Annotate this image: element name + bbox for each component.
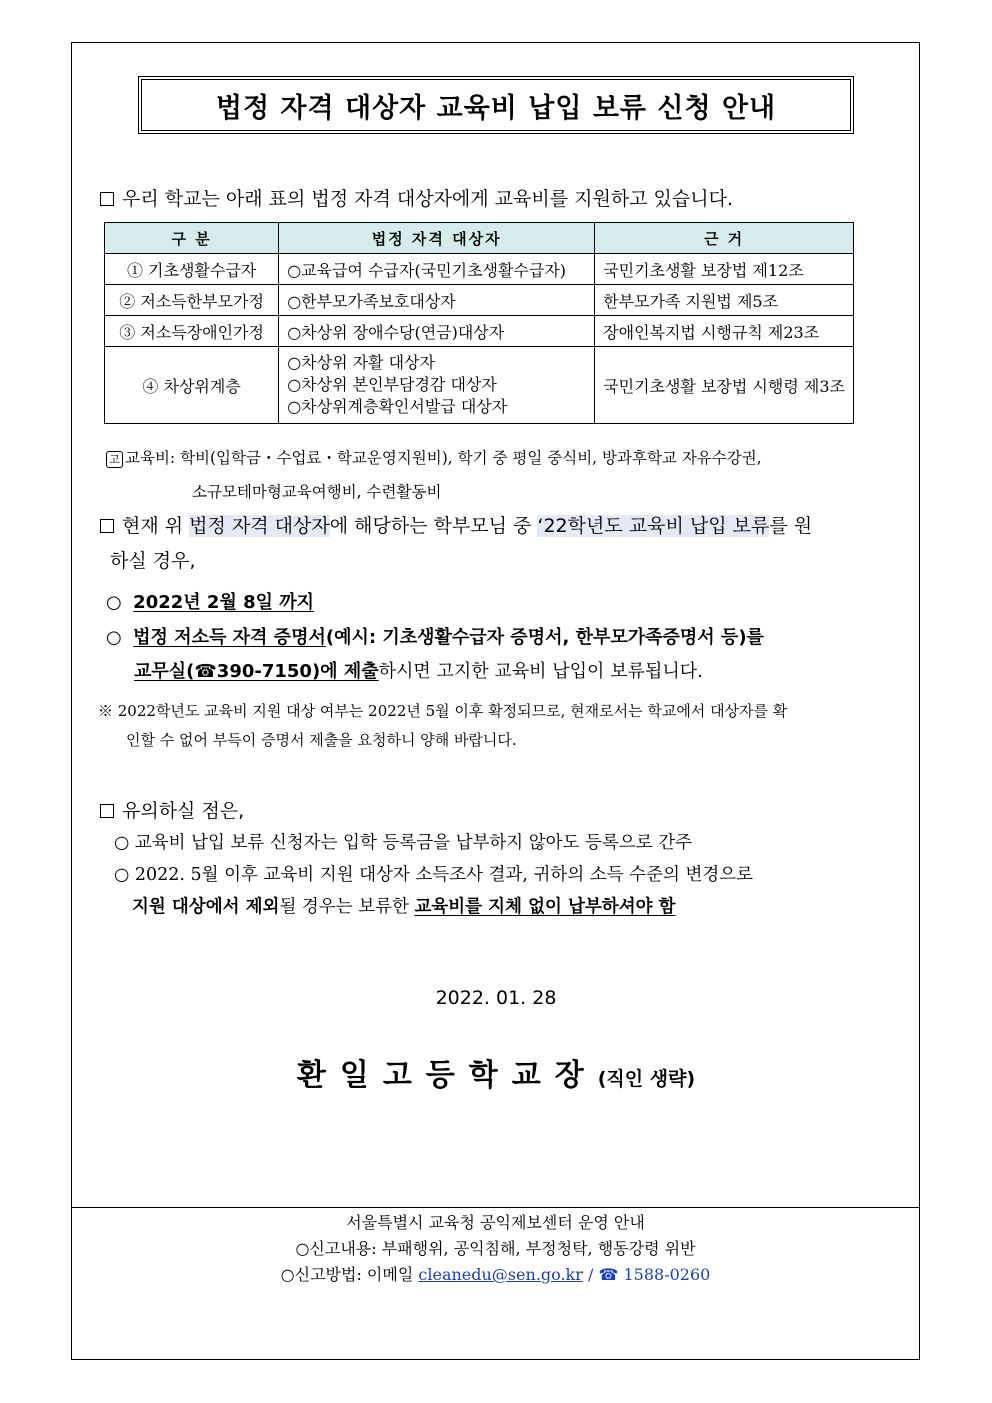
separator: /: [582, 1265, 599, 1284]
table-row: [105, 316, 854, 347]
bullet-submit: [134, 657, 703, 683]
row-basis: 국민기초생활 보장법 제12조: [595, 254, 854, 285]
row-category: ④ 차상위계층: [105, 347, 279, 424]
header-targets: 법정 자격 대상자: [279, 223, 595, 254]
section3-heading: [100, 796, 244, 823]
eligibility-table: [104, 222, 854, 424]
phone-number: ☎ 1588-0260: [598, 1265, 711, 1284]
row-target: ○차상위계층확인서발급 대상자: [287, 397, 508, 416]
section2-text-c: 에 해당하는 학부모님 중: [329, 515, 538, 537]
bullet-mark: ○: [106, 627, 122, 648]
document-name: 법정 저소득 자격 증명서: [133, 627, 326, 648]
note-icon: 고: [106, 451, 123, 468]
row-target: ○교육급여 수급자(국민기초생활수급자): [279, 254, 595, 285]
submit-result: 하시면 고지한 교육비 납입이 보류됩니다.: [378, 661, 703, 682]
bullet-deadline: [106, 588, 314, 614]
section1-heading-text: 우리 학교는 아래 표의 법정 자격 대상자에게 교육비를 지원하고 있습니다.: [122, 188, 734, 210]
title-box: [138, 76, 854, 134]
row-target: ○한부모가족보호대상자: [279, 285, 595, 316]
remark-line-2: 인할 수 없어 부득이 증명서 제출을 요청하니 양해 바랍니다.: [126, 731, 517, 749]
seal-note: (직인 생략): [597, 1068, 696, 1090]
checkbox-square-icon: [100, 804, 114, 818]
excluded-text: 지원 대상에서 제외: [132, 897, 280, 917]
highlight-deferral: ‘22학년도 교육비 납입 보류: [537, 515, 770, 537]
row-basis: 한부모가족 지원법 제5조: [595, 285, 854, 316]
section2-text-a: 현재 위: [122, 515, 190, 537]
report-method-label: ○신고방법: 이메일: [280, 1265, 419, 1284]
document-date: 2022. 01. 28: [435, 987, 557, 1009]
bullet-document: [106, 623, 764, 649]
row-category: ③ 저소득장애인가정: [105, 316, 279, 347]
page-title: 법정 자격 대상자 교육비 납입 보류 신청 안내: [215, 92, 777, 124]
table-header-row: [105, 223, 854, 254]
footer-report-content: ○신고내용: 부패행위, 공익침해, 부정청탁, 행동강령 위반: [295, 1239, 696, 1258]
row-basis: 국민기초생활 보장법 시행령 제3조: [595, 347, 854, 424]
caution-item-3: [132, 893, 676, 918]
footer-report-method: [71, 1262, 920, 1285]
row-category: ① 기초생활수급자: [105, 254, 279, 285]
row-targets-multi: [279, 347, 595, 424]
section1-heading: [100, 184, 733, 211]
school-name: 환일고등학교장: [296, 1058, 598, 1093]
section3-heading-text: 유의하실 점은,: [122, 800, 245, 822]
highlight-eligible-target: 법정 자격 대상자: [189, 515, 330, 537]
footer-divider: [71, 1207, 920, 1208]
caution-text: 될 경우는 보류한: [279, 897, 415, 917]
header-basis: 근 거: [595, 223, 854, 254]
pay-without-delay-text: 교육비를 지체 없이 납부하셔야 함: [414, 897, 676, 917]
table-row: [105, 254, 854, 285]
table-row: [105, 285, 854, 316]
section2-line1: [100, 511, 812, 538]
note-line-1: [106, 446, 762, 468]
checkbox-square-icon: [100, 192, 114, 206]
bullet-mark: ○: [106, 592, 122, 613]
email-link[interactable]: cleanedu@sen.go.kr: [418, 1265, 583, 1284]
section2-text-e: 를 원: [769, 515, 813, 537]
caution-item-1: ○ 교육비 납입 보류 신청자는 입학 등록금을 납부하지 않아도 등록으로 간주: [114, 833, 693, 853]
footer-title: 서울특별시 교육청 공익제보센터 운영 안내: [346, 1213, 645, 1232]
row-category: ② 저소득한부모가정: [105, 285, 279, 316]
school-signature: [0, 1050, 992, 1094]
checkbox-square-icon: [100, 519, 114, 533]
row-basis: 장애인복지법 시행규칙 제23조: [595, 316, 854, 347]
table-row: [105, 347, 854, 424]
row-target: ○차상위 본인부담경감 대상자: [287, 375, 497, 394]
section2-line2: 하실 경우,: [110, 550, 196, 572]
note-line-2: 소규모테마형교육여행비, 수련활동비: [192, 483, 442, 501]
note-text-1: 교육비: 학비(입학금・수업료・학교운영지원비), 학기 중 평일 중식비, 방과후학교 자유수강권,: [125, 449, 762, 467]
row-target: ○차상위 자활 대상자: [287, 353, 435, 372]
deadline-text: 2022년 2월 8일 까지: [133, 592, 315, 613]
document-example: (예시: 기초생활수급자 증명서, 한부모가족증명서 등)를: [325, 627, 764, 648]
header-category: 구 분: [105, 223, 279, 254]
submit-location: 교무실(☎390-7150)에 제출: [134, 661, 379, 682]
remark-line-1: ※ 2022학년도 교육비 지원 대상 여부는 2022년 5월 이후 확정되므로, 현재로서는 학교에서 대상자를 확: [98, 702, 788, 720]
caution-item-2: ○ 2022. 5월 이후 교육비 지원 대상자 소득조사 결과, 귀하의 소득 수준의 변경으로: [114, 865, 754, 885]
row-target: ○차상위 장애수당(연금)대상자: [279, 316, 595, 347]
